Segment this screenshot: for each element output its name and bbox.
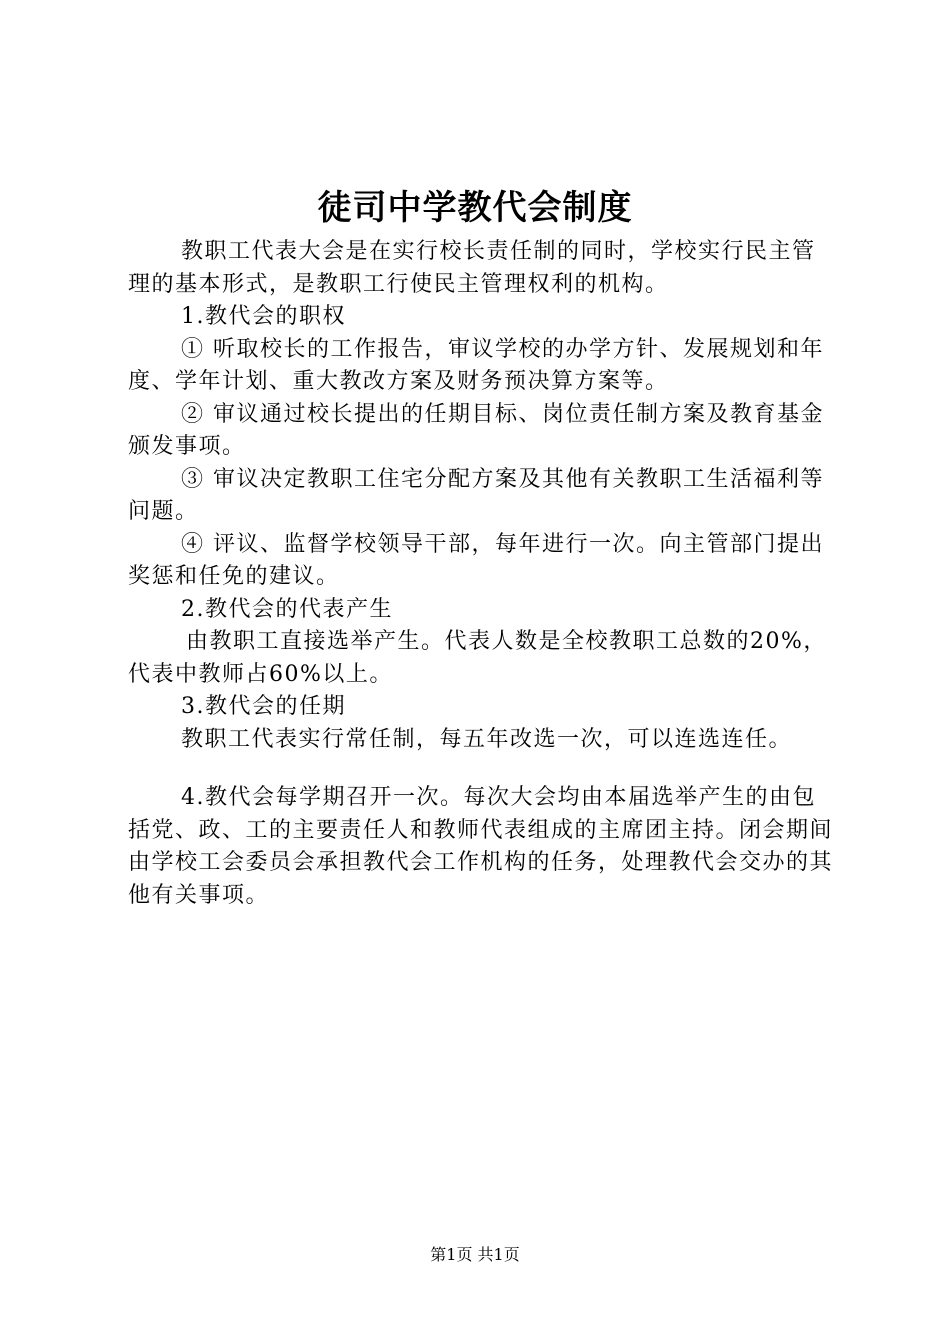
paragraph-spacer <box>128 756 834 782</box>
section-heading-term: 3.教代会的任期 <box>181 694 346 719</box>
list-item-power-3: ③ 审议决定教职工住宅分配方案及其他有关教职工生活福利等问题。 <box>128 466 824 524</box>
page-footer: 第1页 共1页 <box>430 1245 520 1264</box>
list-item-power-4: ④ 评议、监督学校领导干部，每年进行一次。向主管部门提出奖惩和任免的建议。 <box>128 531 824 589</box>
document-body <box>128 236 834 912</box>
list-item-power-1: ① 听取校长的工作报告，审议学校的办学方针、发展规划和年度、学年计划、重大教改方案及财务预决算方案等。 <box>128 336 824 394</box>
meeting-paragraph: 4.教代会每学期召开一次。每次大会均由本届选举产生的由包括党、政、工的主要责任人和教师代表组成的主席团主持。闭会期间由学校工会委员会承担教代会工作机构的任务，处理教代会交办的其他有关事项。 <box>128 785 834 908</box>
term-paragraph: 教职工代表实行常任制，每五年改选一次，可以连选连任。 <box>181 726 793 752</box>
representatives-paragraph: 由教职工直接选举产生。代表人数是全校教职工总数的20%，代表中教师占60%以上。 <box>128 629 827 687</box>
list-item-power-2: ② 审议通过校长提出的任期目标、岗位责任制方案及教育基金颁发事项。 <box>128 401 824 459</box>
intro-paragraph: 教职工代表大会是在实行校长责任制的同时，学校实行民主管理的基本形式，是教职工行使民主管理权利的机构。 <box>128 239 816 297</box>
section-heading-powers: 1.教代会的职权 <box>181 304 346 329</box>
section-heading-representatives: 2.教代会的代表产生 <box>181 596 393 622</box>
page-title: 徒司中学教代会制度 <box>317 188 633 228</box>
